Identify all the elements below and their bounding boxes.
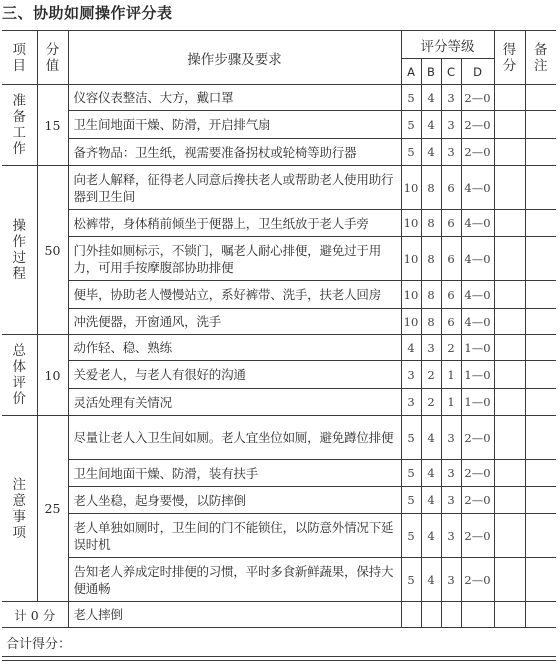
grade-d-value: 2—0 [461,514,494,558]
table-row [2,85,556,111]
grade-c-value: 3 [441,514,461,558]
step-text: 备齐物品：卫生纸，视需要准备拐杖或轮椅等助行器 [68,139,401,166]
grade-b-value: 2 [421,361,441,389]
got-cell[interactable] [494,335,525,361]
step-text: 冲洗便器，开窗通风，洗手 [68,309,401,335]
remark-cell[interactable] [525,210,556,237]
remark-cell[interactable] [525,85,556,111]
grade-b-value: 8 [421,237,441,281]
remark-cell[interactable] [525,389,556,416]
grade-d-value: 4—0 [461,210,494,237]
grade-b-value: 4 [421,111,441,139]
zero-score-row [2,602,556,628]
grade-d-value: 1—0 [461,335,494,361]
got-cell[interactable] [494,281,525,309]
grade-b-value: 4 [421,514,441,558]
section-score: 15 [37,85,68,166]
zero-score-label: 计 0 分 [2,602,68,628]
got-cell[interactable] [494,85,525,111]
table-row [2,514,556,558]
section-score: 25 [37,416,68,602]
grade-a-value: 5 [401,416,421,460]
header-steps: 操作步骤及要求 [68,31,401,85]
grade-b-value: 8 [421,166,441,210]
step-text: 关爱老人，与老人有很好的沟通 [68,361,401,389]
empty-cell [461,602,494,628]
remark-cell[interactable] [525,460,556,487]
grade-a-value: 3 [401,389,421,416]
got-cell[interactable] [494,237,525,281]
table-row [2,558,556,602]
grade-b: B [421,59,441,85]
grade-a-value: 3 [401,361,421,389]
table-row [2,281,556,309]
step-text: 老人坐稳，起身要慢，以防摔倒 [68,487,401,514]
table-row [2,111,556,139]
empty-cell [421,602,441,628]
remark-cell[interactable] [525,335,556,361]
bottom-rule [2,660,556,661]
grade-d-value: 4—0 [461,309,494,335]
grade-d-value: 2—0 [461,85,494,111]
grade-a-value: 10 [401,166,421,210]
grade-c-value: 3 [441,558,461,602]
page-title: 三、协助如厕操作评分表 [2,4,173,22]
grade-a-value: 10 [401,210,421,237]
grade-c-value: 6 [441,281,461,309]
grade-c-value: 3 [441,460,461,487]
grade-c-value: 3 [441,487,461,514]
table-row [2,237,556,281]
header-item: 项 目 [2,31,37,85]
got-cell[interactable] [494,210,525,237]
step-text: 卫生间地面干燥、防滑，装有扶手 [68,460,401,487]
got-cell[interactable] [494,166,525,210]
got-cell[interactable] [494,111,525,139]
grade-a-value: 5 [401,460,421,487]
section-score: 10 [37,335,68,416]
grade-c-value: 3 [441,111,461,139]
remark-cell[interactable] [525,416,556,460]
remark-cell[interactable] [525,514,556,558]
grade-a-value: 4 [401,335,421,361]
remark-cell[interactable] [525,361,556,389]
got-cell[interactable] [494,309,525,335]
grade-c-value: 6 [441,210,461,237]
got-cell[interactable] [494,361,525,389]
empty-cell [525,602,556,628]
remark-cell[interactable] [525,111,556,139]
grade-b-value: 4 [421,558,441,602]
grade-a-value: 5 [401,487,421,514]
header-grade-level: 评分等级 [401,31,494,59]
total-score-label[interactable]: 合计得分： [2,628,556,657]
grade-c-value: 3 [441,85,461,111]
scoring-table [2,30,556,657]
step-text: 松裤带，身体稍前倾坐于便器上，卫生纸放于老人手旁 [68,210,401,237]
table-row [2,335,556,361]
grade-b-value: 4 [421,85,441,111]
section-name: 注 意 事 项 [2,416,37,602]
grade-d-value: 2—0 [461,111,494,139]
remark-cell[interactable] [525,139,556,166]
got-cell[interactable] [494,139,525,166]
table-row [2,309,556,335]
grade-c-value: 1 [441,361,461,389]
grade-d-value: 2—0 [461,139,494,166]
remark-cell[interactable] [525,558,556,602]
grade-b-value: 4 [421,139,441,166]
grade-a-value: 5 [401,514,421,558]
got-cell[interactable] [494,460,525,487]
empty-cell [401,602,421,628]
step-text: 门外挂如厕标示，不锁门，嘱老人耐心排便，避免过于用力，可用手按摩腹部协助排便 [68,237,401,281]
got-cell[interactable] [494,514,525,558]
grade-a-value: 5 [401,111,421,139]
step-text: 便毕，协助老人慢慢站立，系好裤带、洗手，扶老人回房 [68,281,401,309]
step-text: 告知老人养成定时排便的习惯，平时多食新鲜蔬果，保持大便通畅 [68,558,401,602]
step-text: 向老人解释，征得老人同意后搀扶老人或帮助老人使用助行器到卫生间 [68,166,401,210]
got-cell[interactable] [494,558,525,602]
table-row [2,389,556,416]
section-name: 准 备 工 作 [2,85,37,166]
grade-b-value: 8 [421,309,441,335]
header-got: 得 分 [494,31,525,85]
grade-d-value: 2—0 [461,416,494,460]
table-row [2,416,556,460]
remark-cell[interactable] [525,237,556,281]
got-cell[interactable] [494,487,525,514]
grade-a-value: 10 [401,309,421,335]
grade-c: C [441,59,461,85]
remark-cell[interactable] [525,281,556,309]
grade-a-value: 5 [401,139,421,166]
table-row [2,361,556,389]
grade-d-value: 2—0 [461,487,494,514]
header-remark: 备 注 [525,31,556,85]
got-cell[interactable] [494,416,525,460]
grade-a: A [401,59,421,85]
step-text: 尽量让老人入卫生间如厕。老人宜坐位如厕，避免蹲位排便 [68,416,401,460]
grade-b-value: 4 [421,487,441,514]
step-text: 仪容仪表整洁、大方，戴口罩 [68,85,401,111]
grade-c-value: 3 [441,416,461,460]
grade-b-value: 3 [421,335,441,361]
table-row [2,487,556,514]
remark-cell[interactable] [525,309,556,335]
grade-d-value: 4—0 [461,281,494,309]
section-name: 操 作 过 程 [2,166,37,335]
grade-a-value: 10 [401,237,421,281]
table-row [2,460,556,487]
grade-d: D [461,59,494,85]
grade-c-value: 3 [441,139,461,166]
step-text: 动作轻、稳、熟练 [68,335,401,361]
total-row [2,628,556,657]
header-score: 分 值 [37,31,68,85]
grade-c-value: 1 [441,389,461,416]
section-score: 50 [37,166,68,335]
grade-d-value: 2—0 [461,460,494,487]
empty-cell [494,602,525,628]
grade-b-value: 4 [421,416,441,460]
grade-c-value: 2 [441,335,461,361]
grade-a-value: 10 [401,281,421,309]
remark-cell[interactable] [525,487,556,514]
grade-a-value: 5 [401,558,421,602]
grade-a-value: 5 [401,85,421,111]
got-cell[interactable] [494,389,525,416]
grade-b-value: 2 [421,389,441,416]
table-row [2,139,556,166]
step-text: 老人单独如厕时，卫生间的门不能锁住，以防意外情况下延误时机 [68,514,401,558]
grade-d-value: 2—0 [461,558,494,602]
grade-c-value: 6 [441,309,461,335]
grade-d-value: 4—0 [461,237,494,281]
header-row [2,31,556,59]
step-text: 卫生间地面干燥、防滑，开启排气扇 [68,111,401,139]
table-row [2,166,556,210]
grade-d-value: 1—0 [461,361,494,389]
grade-c-value: 6 [441,166,461,210]
remark-cell[interactable] [525,166,556,210]
table-row [2,210,556,237]
zero-score-text: 老人摔倒 [68,602,401,628]
empty-cell [441,602,461,628]
grade-c-value: 6 [441,237,461,281]
grade-b-value: 4 [421,460,441,487]
grade-b-value: 8 [421,281,441,309]
grade-d-value: 4—0 [461,166,494,210]
section-name: 总 体 评 价 [2,335,37,416]
grade-b-value: 8 [421,210,441,237]
grade-d-value: 1—0 [461,389,494,416]
step-text: 灵活处理有关情况 [68,389,401,416]
